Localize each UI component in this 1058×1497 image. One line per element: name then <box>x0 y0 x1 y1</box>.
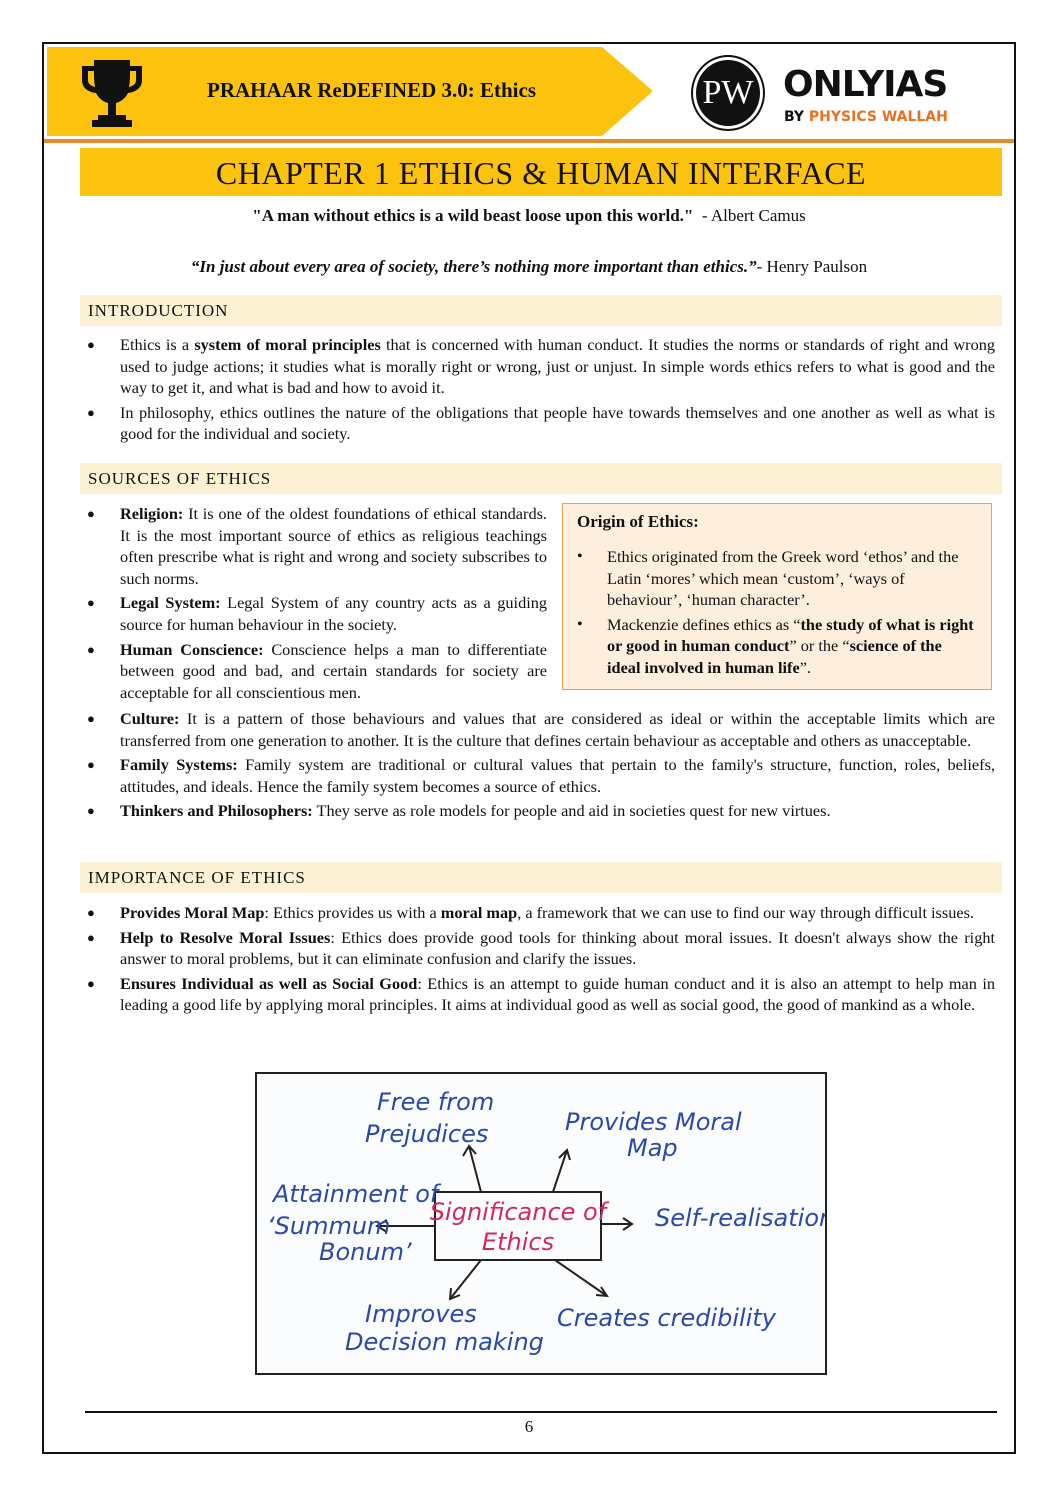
list-item: ● Human Conscience: Conscience helps a man to differentiate between good and bad, and certain standards for society are acceptable for all conscientious men. <box>80 639 547 704</box>
list-item: ● Family Systems: Family system are traditional or cultural values that pertain to the family's structure, function, roles, beliefs, attitudes, and ideals. Hence the family system becomes a source of ethics. <box>80 754 995 797</box>
significance-diagram <box>255 1072 827 1375</box>
node-moral-map: Provides Moral <box>565 1108 742 1136</box>
quote-camus: "A man without ethics is a wild beast loose upon this world." - Albert Camus <box>252 206 806 225</box>
node-summum-bonum: ‘Summum <box>267 1212 391 1240</box>
node-summum-bonum: Bonum’ <box>319 1238 412 1266</box>
list-item: ● Provides Moral Map: Ethics provides us with a moral map, a framework that we can use to find our way through difficult issues. <box>80 902 995 924</box>
sources-list-left <box>80 503 547 706</box>
importance-list <box>80 902 995 1019</box>
header-title: PRAHAAR ReDEFINED 3.0: Ethics <box>207 78 536 102</box>
logo-subtitle: BY PHYSICS WALLAH <box>784 109 948 125</box>
center-label: Ethics <box>481 1228 555 1256</box>
node-self-realisation: Self-realisation <box>655 1204 825 1232</box>
node-summum-bonum: Attainment of <box>273 1180 439 1208</box>
list-item: • Ethics originated from the Greek word ‘ethos’ and the Latin ‘mores’ which mean ‘custom’, ‘ways of behaviour’, ‘human character’. <box>577 546 977 611</box>
node-moral-map: Map <box>627 1134 678 1162</box>
list-item: • Mackenzie defines ethics as “the study of what is right or good in human conduct” or the “science of the ideal involved in human life”. <box>577 614 977 679</box>
node-credibility: Creates credibility <box>557 1304 776 1332</box>
arrow-up-right <box>553 1150 570 1192</box>
section-heading-introduction: INTRODUCTION <box>80 295 1002 326</box>
arrow-down-right <box>555 1260 607 1296</box>
section-heading-sources: SOURCES OF ETHICS <box>80 463 1002 494</box>
node-free: Free from <box>377 1088 495 1116</box>
pw-logo: PW <box>693 57 763 129</box>
intro-list <box>80 334 995 448</box>
sources-list-full <box>80 708 995 825</box>
list-item: ● Thinkers and Philosophers: They serve as role models for people and aid in societies quest for new virtues. <box>80 800 995 822</box>
page-number: 6 <box>524 1417 534 1436</box>
node-decision: Improves <box>365 1300 477 1328</box>
node-decision: Decision making <box>345 1328 544 1356</box>
chapter-title: CHAPTER 1 ETHICS & HUMAN INTERFACE <box>80 148 1002 196</box>
list-item: ● Ethics is a system of moral principles that is concerned with human conduct. It studies the norms or standards of right and wrong used to judge actions; it studies what is morally right or wrong, just or unjust. In simple words ethics refers to what is good and the way to get it, and what is bad and how to avoid it. <box>80 334 995 399</box>
list-item: ● Help to Resolve Moral Issues: Ethics does provide good tools for thinking about moral issues. It doesn't always show the right answer to moral problems, but it can eliminate confusion and clarify the issues. <box>80 927 995 970</box>
onlyias-logo: ONLYIAS <box>783 64 948 105</box>
origin-of-ethics-box <box>562 503 992 690</box>
list-item: ● In philosophy, ethics outlines the nature of the obligations that people have towards themselves and one another as well as what is good for the individual and society. <box>80 402 995 445</box>
origin-title: Origin of Ethics: <box>577 512 699 531</box>
center-label: Significance of <box>429 1198 607 1226</box>
list-item: ● Culture: It is a pattern of those behaviours and values that are considered as ideal or within the acceptable limits which are transferred from one generation to another. It is the culture that defines certain behaviour as acceptable and others as unacceptable. <box>80 708 995 751</box>
quote-paulson: “In just about every area of society, there’s nothing more important than ethics.”- Henry Paulson <box>190 257 868 276</box>
node-free: Prejudices <box>365 1120 489 1148</box>
list-item: ● Legal System: Legal System of any country acts as a guiding source for human behaviour in the society. <box>80 592 547 635</box>
arrow-down-left <box>450 1260 481 1299</box>
arrow-up-left <box>463 1146 481 1192</box>
list-item: ● Ensures Individual as well as Social Good: Ethics is an attempt to guide human conduct and it is also an attempt to help man in leading a good life by applying moral principles. It aims at individual good as well as social good, the good of mankind as a whole. <box>80 973 995 1016</box>
header-divider <box>44 139 1014 143</box>
section-heading-importance: IMPORTANCE OF ETHICS <box>80 862 1002 893</box>
trophy-icon <box>80 58 144 128</box>
footer-divider <box>85 1411 997 1413</box>
list-item: ● Religion: It is one of the oldest foundations of ethical standards. It is the most important source of ethics as religious teachings often prescribe what is right and wrong and society subscribes to such norms. <box>80 503 547 589</box>
